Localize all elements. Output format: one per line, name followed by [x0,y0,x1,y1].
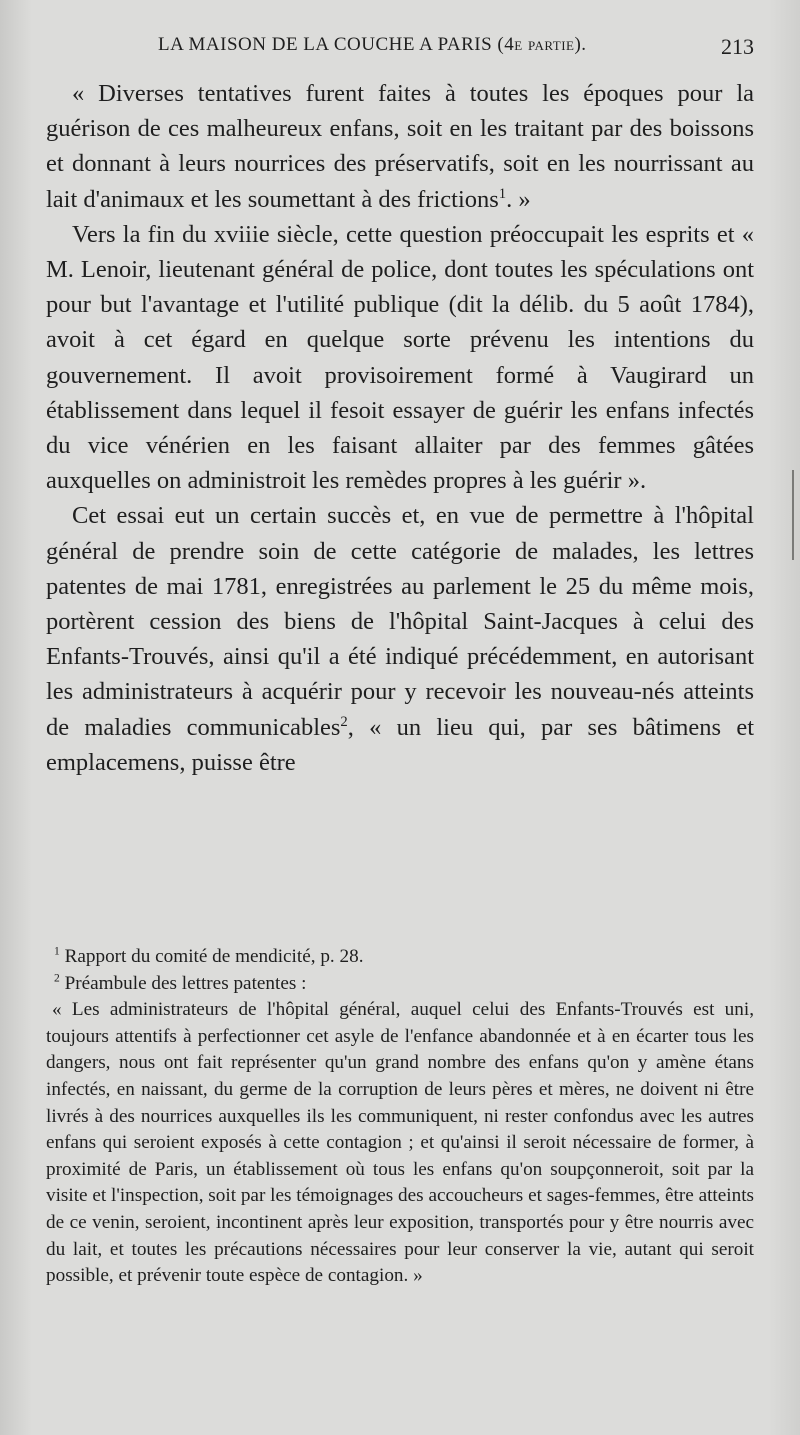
paragraph-3-end: , « un lieu qui, par ses bâtimens et emplacemens, puisse être [46,713,754,776]
footnote-2 [46,971,754,998]
paragraph-3 [46,498,754,780]
footnote-ref-1: 1 [498,185,507,202]
footnote-2-quote: « Les administrateurs de l'hôpital général, auquel celui des Enfants-Trouvés est uni, toujours attentifs à perfectionner cet asyle de l'enfance abandonnée et à en écarter tous les dangers, nous ont fait représenter qu'un grand nombre des enfans qu'on y amène étans infectés, en naissant, du germe de la corruption de leurs pères et mères, ne doivent ni être livrés à des nourrices auxquelles ils les communiquent, ni rester confondus avec les autres enfans qui seroient exposés à cette contagion ; et qu'ainsi il seroit nécessaire de former, à proximité de Paris, un établissement où tous les enfans qu'on soupçonneroit, soit par la visite et l'inspection, soit par les témoignages des accoucheurs et sages-femmes, être atteints de ce venin, seroient, incontinent après leur exposition, transportés pour y être nourris avec du lait, et toutes les précautions nécessaires pour leur conserver la vie, autant qui seroit possible, et prévenir toute espèce de contagion. » [46,999,754,1287]
footnote-ref-2: 2 [340,713,348,730]
paragraph-2: Vers la fin du xviiie siècle, cette question préoccupait les esprits et « M. Lenoir, lieutenant général de police, dont toutes les spéculations ont pour but l'avantage et l'utilité publique (dit la délib. du 5 août 1784), avoit à cet égard en quelque sorte prévenu les intentions du gouvernement. Il avoit provisoirement formé à Vaugirard un établissement dans lequel il fesoit essayer de guérir les enfans infectés du vice vénérien en les faisant allaiter par des femmes gâtées auxquelles on administroit les remèdes propres à les guérir ». [46,220,754,495]
footnote-2-mark: 2 [54,972,60,985]
paragraph-1 [46,76,754,217]
footnotes [46,944,754,1290]
paragraph-1-end: . » [506,185,531,213]
page-number: 213 [721,34,754,59]
paragraph-1-text: « Diverses tentatives furent faites à toutes les époques pour la guérison de ces malheureux enfans, soit en les traitant par des boissons et donnant à leurs nourrices des préservatifs, soit en les nourrissant au lait d'animaux et les soumettant à des frictions [46,80,754,213]
page-header [158,34,754,68]
footnote-2-text: Préambule des lettres patentes : [64,972,307,994]
footnote-1 [46,944,754,971]
main-text [46,76,754,780]
paragraph-3-text: Cet essai eut un certain succès et, en vue de permettre à l'hôpital général de prendre soin de cette catégorie de malades, les lettres patentes de mai 1781, enregistrées au parlement le 25 du même mois, portèrent cession des biens de l'hôpital Saint-Jacques à celui des Enfants-Trouvés, ainsi qu'il a été indiqué précédemment, en autorisant les administrateurs à acquérir pour y recevoir les nouveau-nés atteints de maladies communicables [46,502,754,741]
footnote-1-mark: 1 [54,945,60,958]
footnote-1-text: Rapport du comité de mendicité, p. 28. [64,946,364,967]
running-title: LA MAISON DE LA COUCHE A PARIS (4e partie). [158,34,587,55]
page-edge-mark [792,470,794,560]
